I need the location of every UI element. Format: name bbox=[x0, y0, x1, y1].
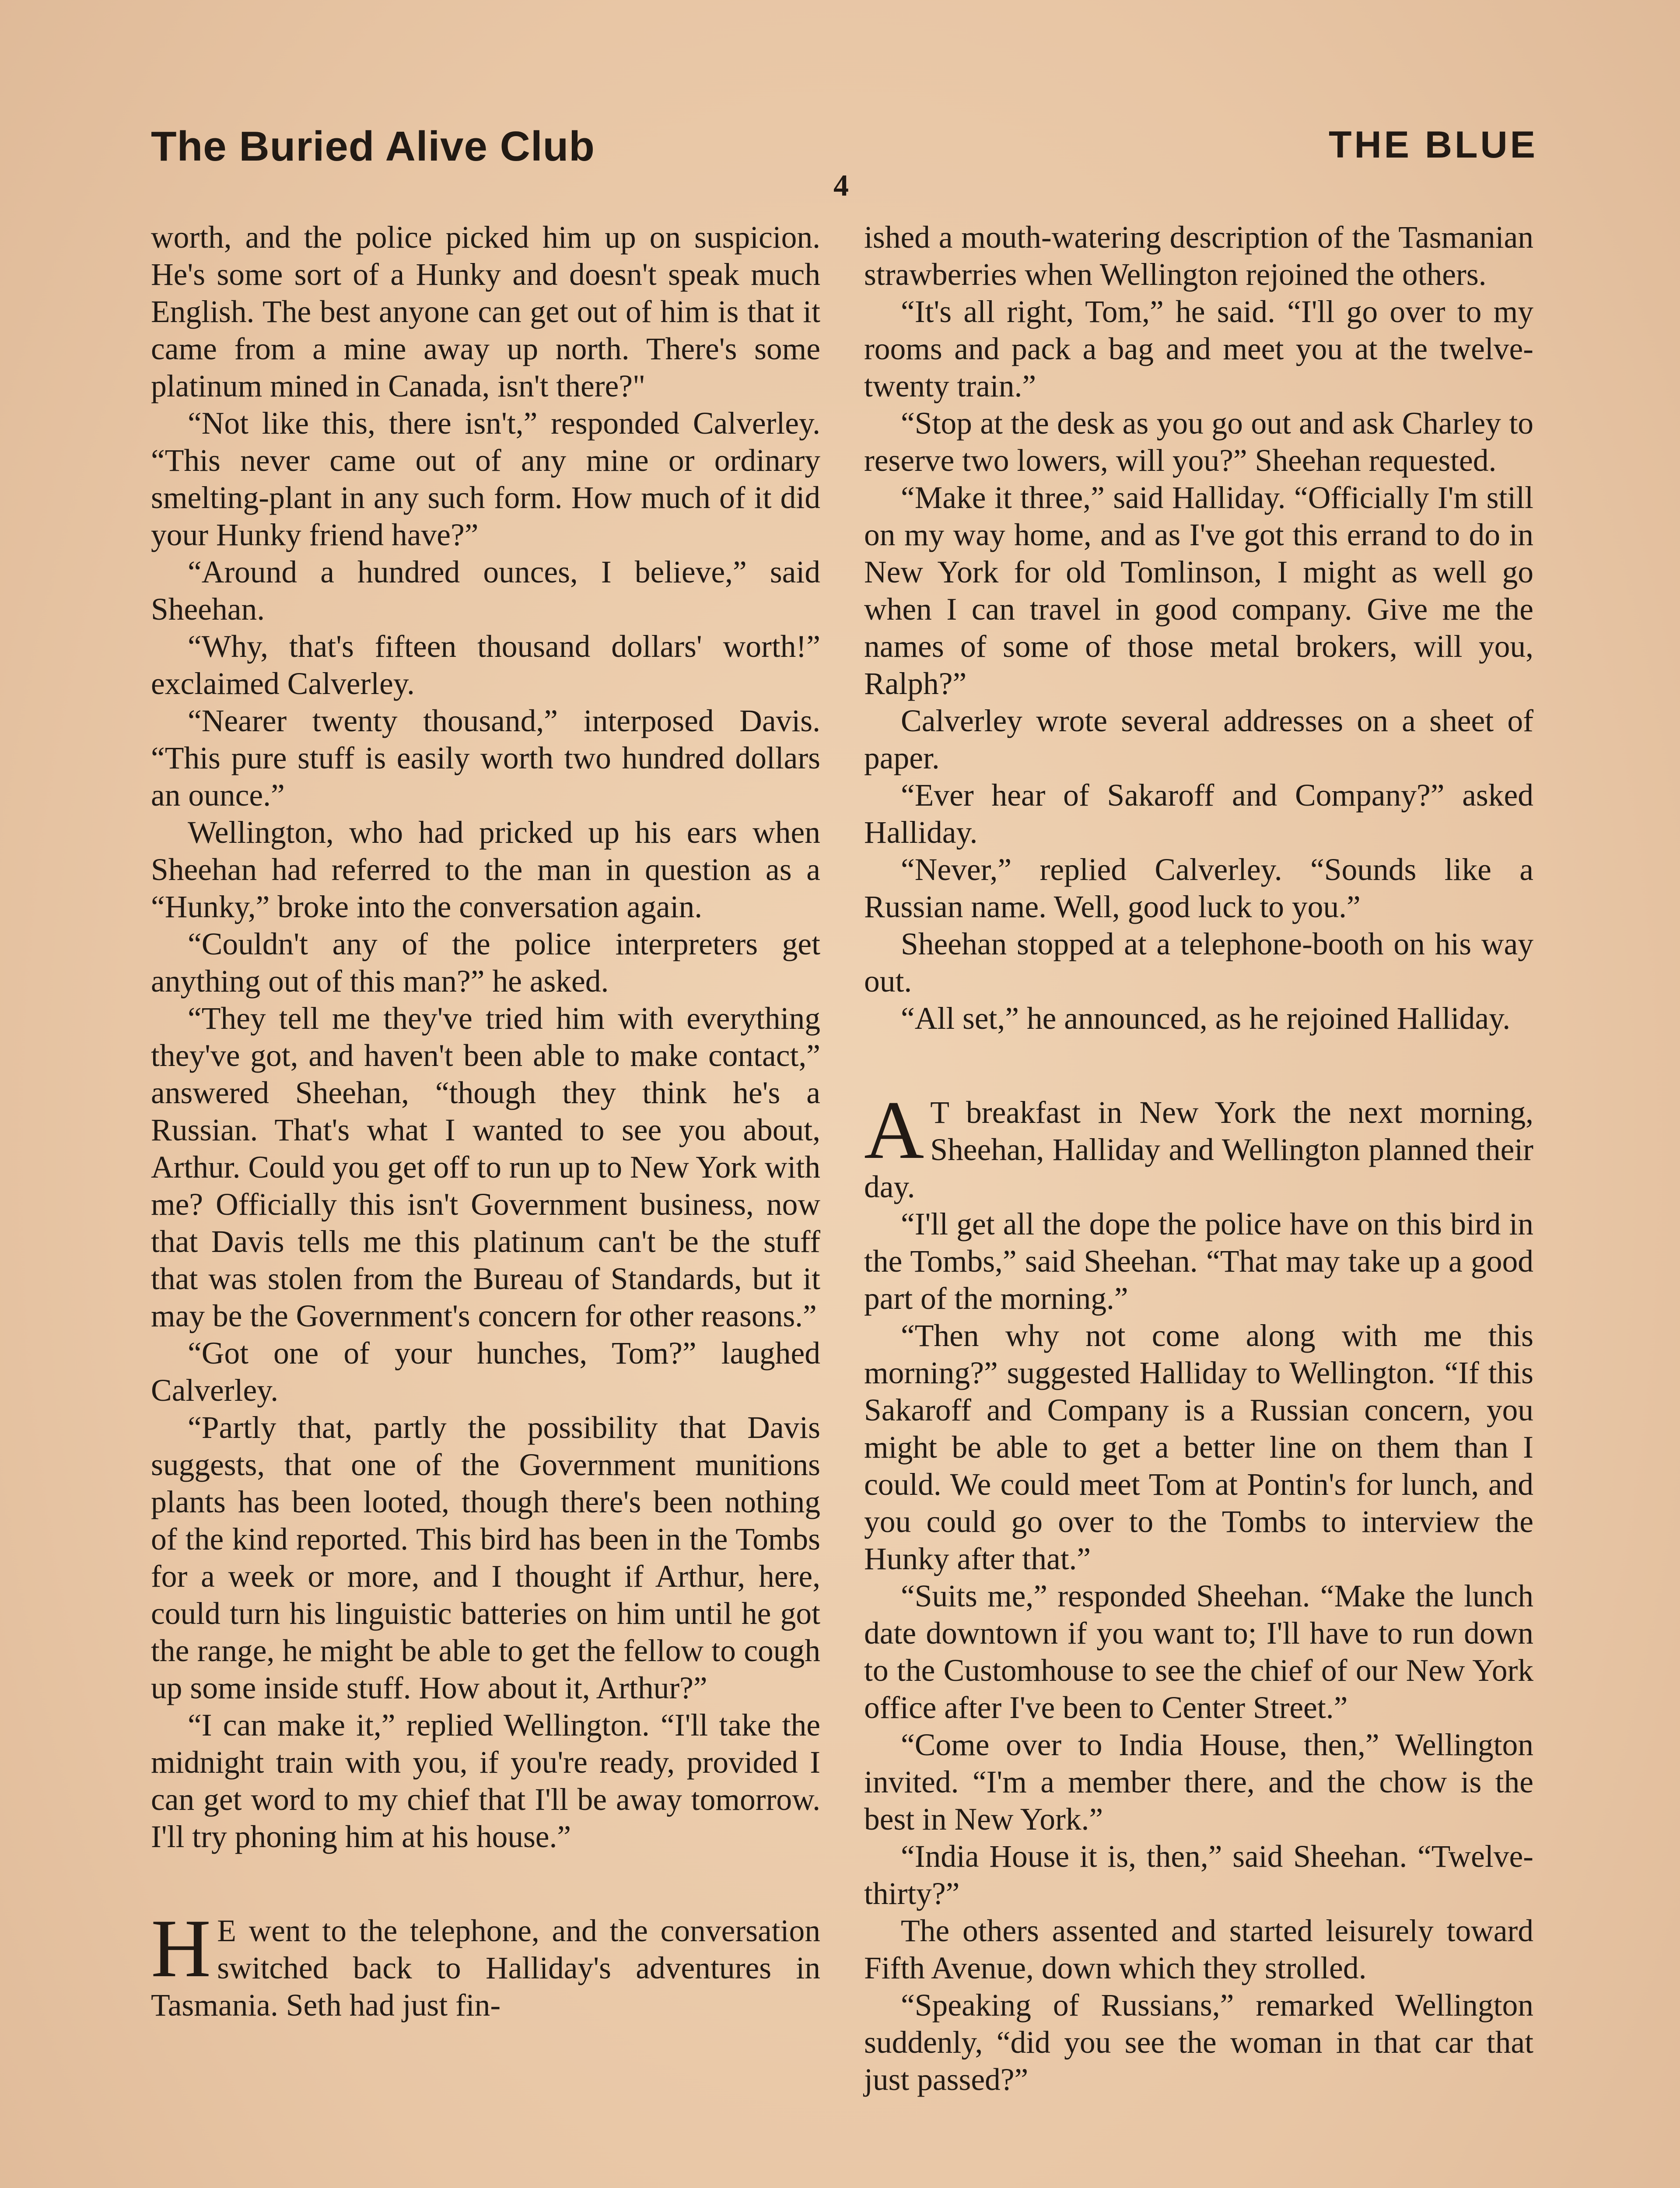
paragraph: “India House it is, then,” said Sheehan. “Twelve-thirty?” bbox=[864, 1839, 1533, 1911]
paragraph: “Partly that, partly the possibility that Davis suggests, that one of the Government munitions plants has been looted, though there's been nothing of the kind reported. This bird has been in the Tombs for a week or more, and I thought if Arthur, here, could turn his linguistic batteries on him until he got the range, he might be able to get the fellow to cough up some inside stuff. How about it, Arthur?” bbox=[151, 1410, 820, 1705]
paragraph: Calverley wrote several addresses on a sheet of paper. bbox=[864, 704, 1533, 775]
paragraph: “Stop at the desk as you go out and ask Charley to reserve two lowers, will you?” Sheehan requested. bbox=[864, 406, 1533, 478]
paragraph: “I'll get all the dope the police have on this bird in the Tombs,” said Sheehan. “That may take up a good part of the morning.” bbox=[864, 1207, 1533, 1316]
paragraph: worth, and the police picked him up on suspicion. He's some sort of a Hunky and doesn't speak much English. The best anyone can get out of him is that it came from a mine away up north. There's some platinum mined in Canada, isn't there?" bbox=[151, 220, 820, 403]
paragraph: “Come over to India House, then,” Wellington invited. “I'm a member there, and the chow is the best in New York.” bbox=[864, 1728, 1533, 1837]
paragraph: “Not like this, there isn't,” responded Calverley. “This never came out of any mine or ordinary smelting-plant in any such form. How much of it did your Hunky friend have?” bbox=[151, 406, 820, 552]
page-number: 4 bbox=[833, 169, 849, 203]
paragraph: “They tell me they've tried him with everything they've got, and haven't been able to make contact,” answered Sheehan, “though they think he's a Russian. That's what I wanted to see you about, Arthur. Could you get off to run up to New York with me? Officially this isn't Government business, now that Davis tells me this platinum can't be the stuff that was stolen from the Bureau of Standards, but it may be the Government's concern for other reasons.” bbox=[151, 1001, 820, 1333]
paragraph: Wellington, who had pricked up his ears when Sheehan had referred to the man in question as a “Hunky,” broke into the conversation again. bbox=[151, 815, 820, 924]
paragraph: ished a mouth-watering description of the Tasmanian strawberries when Wellington rejoined the others. bbox=[864, 220, 1533, 292]
paragraph: “Suits me,” responded Sheehan. “Make the lunch date downtown if you want to; I'll have to run down to the Customhouse to see the chief of our New York office after I've been to Center Street.” bbox=[864, 1579, 1533, 1725]
paragraph: “Around a hundred ounces, I believe,” said Sheehan. bbox=[151, 555, 820, 627]
paragraph: “Never,” replied Calverley. “Sounds like a Russian name. Well, good luck to you.” bbox=[864, 852, 1533, 924]
paragraph: “Then why not come along with me this morning?” suggested Halliday to Wellington. “If this Sakaroff and Company is a Russian concern, you might be able to get a better line on them than I could. We could meet Tom at Pontin's for lunch, and you could go over to the Tombs to interview the Hunky after that.” bbox=[864, 1318, 1533, 1576]
paragraph: “Got one of your hunches, Tom?” laughed Calverley. bbox=[151, 1336, 820, 1408]
paragraph: “Ever hear of Sakaroff and Company?” asked Halliday. bbox=[864, 778, 1533, 850]
section-paragraph bbox=[151, 1903, 820, 2024]
paragraph: “It's all right, Tom,” he said. “I'll go over to my rooms and pack a bag and meet you at the twelve-twenty train.” bbox=[864, 295, 1533, 403]
section-paragraph bbox=[864, 1084, 1533, 1206]
paragraph: “Couldn't any of the police interpreters get anything out of this man?” he asked. bbox=[151, 927, 820, 999]
drop-cap: A bbox=[864, 1084, 924, 1176]
paragraph: “Why, that's fifteen thousand dollars' worth!” exclaimed Calverley. bbox=[151, 629, 820, 701]
paragraph: “Nearer twenty thousand,” interposed Davis. “This pure stuff is easily worth two hundred dollars an ounce.” bbox=[151, 704, 820, 813]
paragraph: Sheehan stopped at a telephone-booth on his way out. bbox=[864, 927, 1533, 999]
paragraph: “All set,” he announced, as he rejoined Halliday. bbox=[901, 1001, 1511, 1036]
magazine-title: THE BLUE bbox=[1329, 124, 1538, 166]
paragraph: “I can make it,” replied Wellington. “I'll take the midnight train with you, if you're ready, provided I can get word to my chief that I'll be away tomorrow. I'll try phoning him at his house.” bbox=[151, 1708, 820, 1854]
right-column bbox=[864, 219, 1533, 2098]
left-column bbox=[151, 219, 820, 2024]
section-text: E went to the telephone, and the conversation switched back to Halliday's adventures in Tasmania. Seth had just fin- bbox=[151, 1914, 820, 2023]
paragraph: The others assented and started leisurely toward Fifth Avenue, down which they strolled. bbox=[864, 1914, 1533, 1985]
running-title: The Buried Alive Club bbox=[151, 123, 595, 170]
section-text: T breakfast in New York the next morning, Sheehan, Halliday and Wellington planned their day. bbox=[864, 1095, 1533, 1204]
paragraph: “Make it three,” said Halliday. “Officially I'm still on my way home, and as I've got this errand to do in New York for old Tomlinson, I might as well go when I can travel in good company. Give me the names of some of those metal brokers, will you, Ralph?” bbox=[864, 480, 1533, 701]
drop-cap: H bbox=[151, 1903, 211, 1995]
paragraph: “Speaking of Russians,” remarked Wellington suddenly, “did you see the woman in that car that just passed?” bbox=[864, 1988, 1533, 2097]
